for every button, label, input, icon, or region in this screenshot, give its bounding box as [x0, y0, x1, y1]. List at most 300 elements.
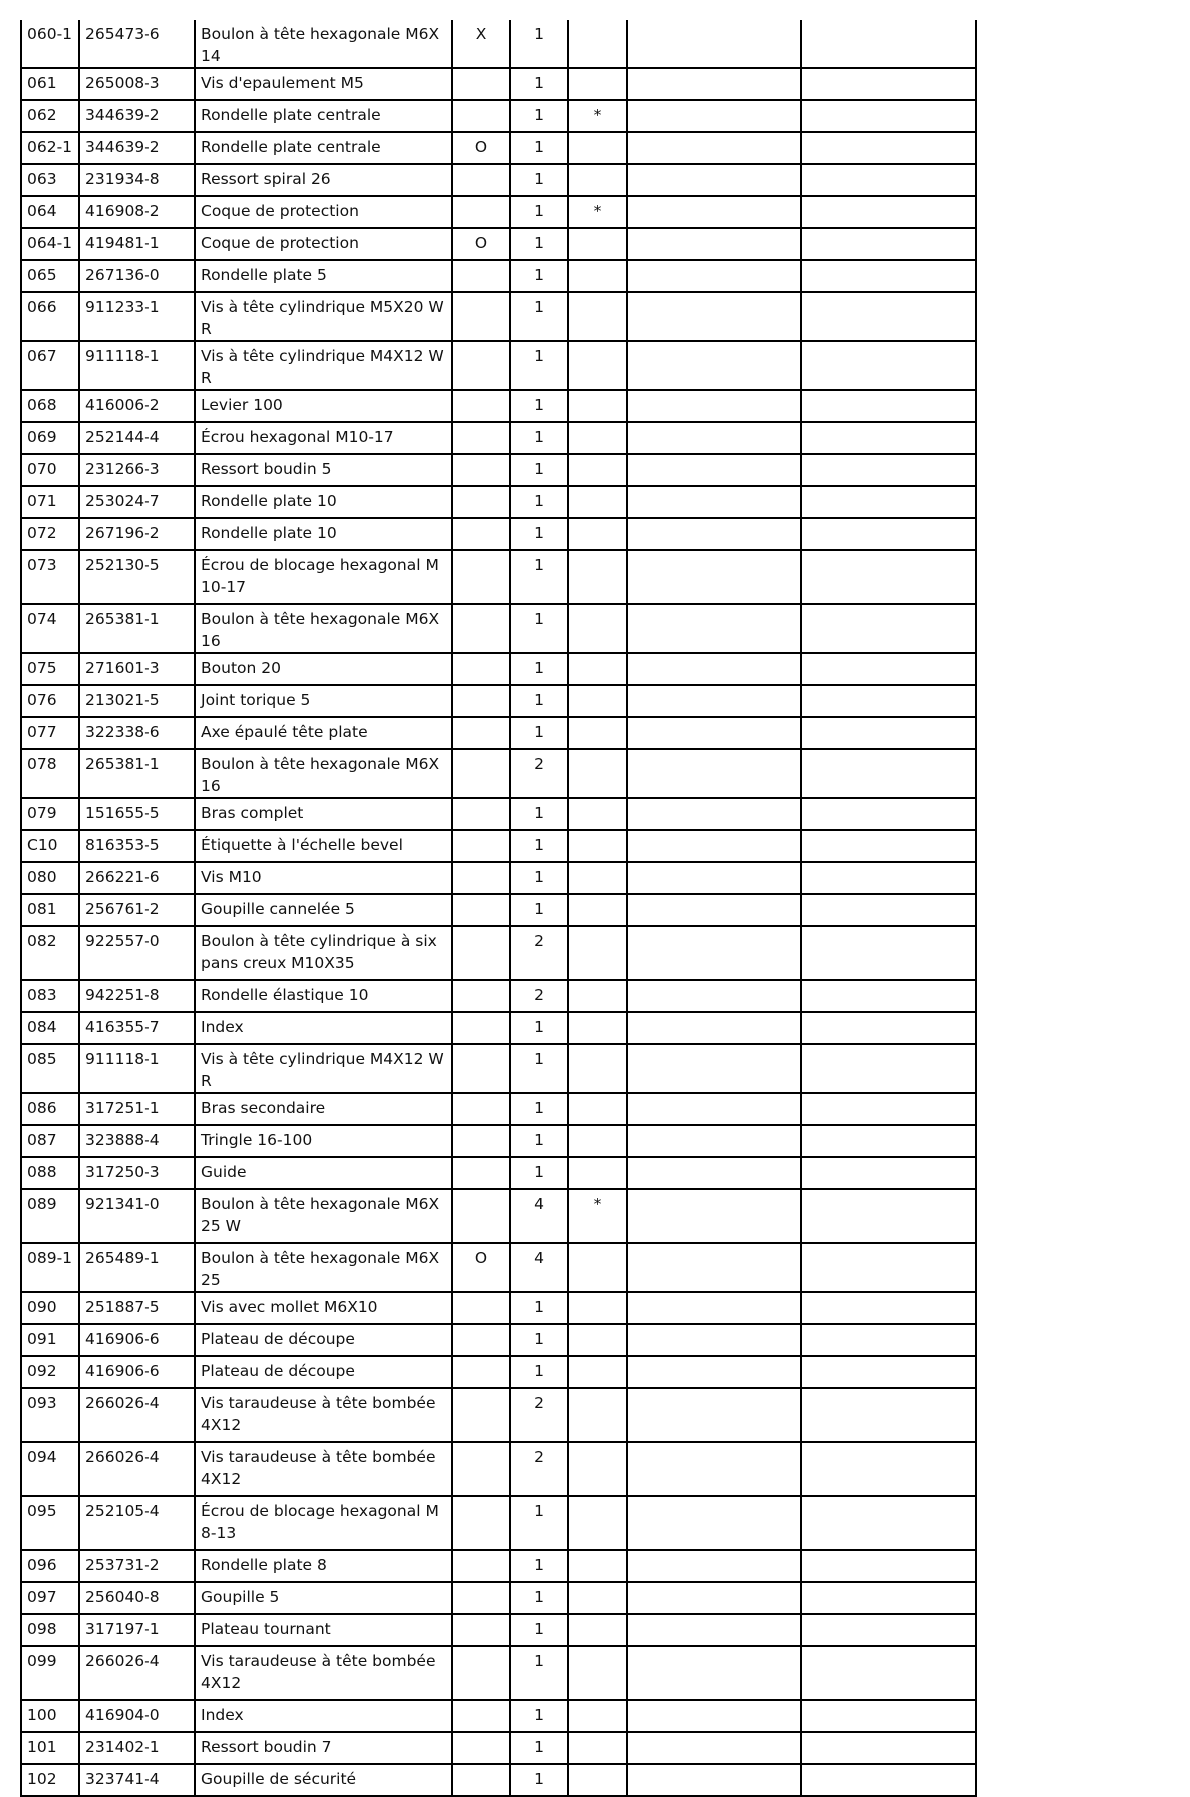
- part-no-cell: 267136-0: [79, 260, 195, 292]
- extra-cell-2: [801, 20, 976, 68]
- qty-cell: 1: [510, 341, 568, 390]
- note-cell: [568, 68, 627, 100]
- extra-cell-2: [801, 196, 976, 228]
- note-cell: [568, 1324, 627, 1356]
- part-no-cell: 266221-6: [79, 862, 195, 894]
- marker-cell: O: [452, 1243, 510, 1292]
- description-cell: Goupille cannelée 5: [195, 894, 452, 926]
- note-cell: [568, 1496, 627, 1550]
- part-no-cell: 323888-4: [79, 1125, 195, 1157]
- note-cell: [568, 550, 627, 604]
- qty-cell: 1: [510, 486, 568, 518]
- description-cell: Index: [195, 1012, 452, 1044]
- extra-cell-1: [627, 1243, 801, 1292]
- note-cell: [568, 260, 627, 292]
- marker-cell: [452, 862, 510, 894]
- note-cell: [568, 1582, 627, 1614]
- note-cell: [568, 1732, 627, 1764]
- qty-cell: 1: [510, 1292, 568, 1324]
- note-cell: [568, 1243, 627, 1292]
- marker-cell: [452, 1125, 510, 1157]
- extra-cell-1: [627, 653, 801, 685]
- note-cell: [568, 604, 627, 653]
- extra-cell-2: [801, 390, 976, 422]
- qty-cell: 1: [510, 68, 568, 100]
- qty-cell: 1: [510, 604, 568, 653]
- extra-cell-1: [627, 68, 801, 100]
- ref-no-cell: 074: [21, 604, 79, 653]
- part-no-cell: 322338-6: [79, 717, 195, 749]
- extra-cell-1: [627, 486, 801, 518]
- ref-no-cell: 069: [21, 422, 79, 454]
- table-row: [21, 422, 976, 454]
- qty-cell: 1: [510, 1764, 568, 1796]
- table-row: [21, 1093, 976, 1125]
- note-cell: [568, 1044, 627, 1093]
- table-row: [21, 1442, 976, 1496]
- extra-cell-1: [627, 518, 801, 550]
- part-no-cell: 256040-8: [79, 1582, 195, 1614]
- extra-cell-2: [801, 1292, 976, 1324]
- extra-cell-1: [627, 798, 801, 830]
- marker-cell: [452, 1044, 510, 1093]
- note-cell: [568, 1442, 627, 1496]
- description-cell: Plateau de découpe: [195, 1356, 452, 1388]
- extra-cell-2: [801, 1044, 976, 1093]
- marker-cell: [452, 292, 510, 341]
- note-cell: [568, 798, 627, 830]
- note-cell: [568, 1356, 627, 1388]
- extra-cell-2: [801, 454, 976, 486]
- description-cell: Vis taraudeuse à tête bombée 4X12: [195, 1388, 452, 1442]
- marker-cell: [452, 604, 510, 653]
- ref-no-cell: 087: [21, 1125, 79, 1157]
- note-cell: [568, 1125, 627, 1157]
- extra-cell-2: [801, 1550, 976, 1582]
- note-cell: [568, 1700, 627, 1732]
- ref-no-cell: 064: [21, 196, 79, 228]
- marker-cell: [452, 926, 510, 980]
- table-row: [21, 20, 976, 68]
- ref-no-cell: 097: [21, 1582, 79, 1614]
- note-cell: *: [568, 100, 627, 132]
- description-cell: Écrou hexagonal M10-17: [195, 422, 452, 454]
- extra-cell-1: [627, 862, 801, 894]
- extra-cell-2: [801, 1388, 976, 1442]
- table-row: [21, 132, 976, 164]
- marker-cell: [452, 830, 510, 862]
- qty-cell: 4: [510, 1189, 568, 1243]
- extra-cell-2: [801, 1614, 976, 1646]
- ref-no-cell: 071: [21, 486, 79, 518]
- note-cell: [568, 926, 627, 980]
- note-cell: [568, 486, 627, 518]
- extra-cell-2: [801, 604, 976, 653]
- description-cell: Rondelle plate 10: [195, 486, 452, 518]
- part-no-cell: 921341-0: [79, 1189, 195, 1243]
- ref-no-cell: 082: [21, 926, 79, 980]
- extra-cell-2: [801, 341, 976, 390]
- note-cell: [568, 749, 627, 798]
- part-no-cell: 416355-7: [79, 1012, 195, 1044]
- marker-cell: [452, 1550, 510, 1582]
- marker-cell: [452, 341, 510, 390]
- table-row: [21, 1324, 976, 1356]
- ref-no-cell: 096: [21, 1550, 79, 1582]
- description-cell: Boulon à tête hexagonale M6X14: [195, 20, 452, 68]
- marker-cell: [452, 1582, 510, 1614]
- table-row: [21, 1582, 976, 1614]
- extra-cell-1: [627, 1614, 801, 1646]
- qty-cell: 1: [510, 1157, 568, 1189]
- part-no-cell: 419481-1: [79, 228, 195, 260]
- note-cell: [568, 390, 627, 422]
- part-no-cell: 266026-4: [79, 1388, 195, 1442]
- part-no-cell: 266026-4: [79, 1646, 195, 1700]
- qty-cell: 2: [510, 926, 568, 980]
- part-no-cell: 265473-6: [79, 20, 195, 68]
- part-no-cell: 252130-5: [79, 550, 195, 604]
- marker-cell: [452, 749, 510, 798]
- ref-no-cell: 068: [21, 390, 79, 422]
- extra-cell-2: [801, 164, 976, 196]
- description-cell: Boulon à tête hexagonale M6X16: [195, 604, 452, 653]
- ref-no-cell: 095: [21, 1496, 79, 1550]
- description-cell: Axe épaulé tête plate: [195, 717, 452, 749]
- extra-cell-2: [801, 1764, 976, 1796]
- description-cell: Écrou de blocage hexagonal M10-17: [195, 550, 452, 604]
- qty-cell: 1: [510, 1700, 568, 1732]
- extra-cell-2: [801, 100, 976, 132]
- marker-cell: [452, 1292, 510, 1324]
- qty-cell: 1: [510, 653, 568, 685]
- qty-cell: 1: [510, 1093, 568, 1125]
- table-row: [21, 926, 976, 980]
- ref-no-cell: 084: [21, 1012, 79, 1044]
- extra-cell-1: [627, 292, 801, 341]
- note-cell: [568, 132, 627, 164]
- part-no-cell: 344639-2: [79, 132, 195, 164]
- extra-cell-1: [627, 894, 801, 926]
- marker-cell: X: [452, 20, 510, 68]
- qty-cell: 1: [510, 164, 568, 196]
- ref-no-cell: 094: [21, 1442, 79, 1496]
- description-cell: Joint torique 5: [195, 685, 452, 717]
- ref-no-cell: 067: [21, 341, 79, 390]
- marker-cell: O: [452, 228, 510, 260]
- marker-cell: [452, 1093, 510, 1125]
- description-cell: Ressort spiral 26: [195, 164, 452, 196]
- part-no-cell: 271601-3: [79, 653, 195, 685]
- extra-cell-2: [801, 422, 976, 454]
- note-cell: [568, 228, 627, 260]
- marker-cell: [452, 68, 510, 100]
- description-cell: Boulon à tête hexagonale M6X25: [195, 1243, 452, 1292]
- ref-no-cell: 091: [21, 1324, 79, 1356]
- extra-cell-1: [627, 228, 801, 260]
- extra-cell-1: [627, 20, 801, 68]
- table-row: [21, 1550, 976, 1582]
- note-cell: [568, 454, 627, 486]
- extra-cell-2: [801, 1189, 976, 1243]
- note-cell: [568, 1550, 627, 1582]
- table-row: [21, 604, 976, 653]
- description-cell: Bras secondaire: [195, 1093, 452, 1125]
- table-row: [21, 454, 976, 486]
- ref-no-cell: 077: [21, 717, 79, 749]
- table-row: [21, 1356, 976, 1388]
- marker-cell: [452, 1496, 510, 1550]
- extra-cell-1: [627, 1012, 801, 1044]
- marker-cell: [452, 550, 510, 604]
- extra-cell-1: [627, 1044, 801, 1093]
- part-no-cell: 252144-4: [79, 422, 195, 454]
- note-cell: [568, 164, 627, 196]
- part-no-cell: 231266-3: [79, 454, 195, 486]
- description-cell: Rondelle élastique 10: [195, 980, 452, 1012]
- qty-cell: 1: [510, 685, 568, 717]
- table-row: [21, 798, 976, 830]
- parts-list-body: [21, 20, 976, 1796]
- extra-cell-2: [801, 1442, 976, 1496]
- marker-cell: [452, 1614, 510, 1646]
- note-cell: *: [568, 1189, 627, 1243]
- description-cell: Coque de protection: [195, 196, 452, 228]
- note-cell: [568, 1012, 627, 1044]
- qty-cell: 1: [510, 292, 568, 341]
- extra-cell-1: [627, 1700, 801, 1732]
- marker-cell: [452, 518, 510, 550]
- part-no-cell: 213021-5: [79, 685, 195, 717]
- description-cell: Écrou de blocage hexagonal M8-13: [195, 1496, 452, 1550]
- extra-cell-1: [627, 1646, 801, 1700]
- description-cell: Bras complet: [195, 798, 452, 830]
- description-cell: Rondelle plate 8: [195, 1550, 452, 1582]
- marker-cell: [452, 1442, 510, 1496]
- extra-cell-2: [801, 1157, 976, 1189]
- extra-cell-1: [627, 685, 801, 717]
- extra-cell-1: [627, 604, 801, 653]
- table-row: [21, 1189, 976, 1243]
- marker-cell: [452, 100, 510, 132]
- marker-cell: [452, 980, 510, 1012]
- extra-cell-2: [801, 862, 976, 894]
- marker-cell: O: [452, 132, 510, 164]
- table-row: [21, 196, 976, 228]
- table-row: [21, 1764, 976, 1796]
- ref-no-cell: 083: [21, 980, 79, 1012]
- table-row: [21, 862, 976, 894]
- ref-no-cell: 060-1: [21, 20, 79, 68]
- marker-cell: [452, 1356, 510, 1388]
- qty-cell: 1: [510, 1012, 568, 1044]
- note-cell: [568, 518, 627, 550]
- description-cell: Étiquette à l'échelle bevel: [195, 830, 452, 862]
- table-row: [21, 1012, 976, 1044]
- table-row: [21, 1388, 976, 1442]
- extra-cell-1: [627, 1388, 801, 1442]
- description-cell: Vis d'epaulement M5: [195, 68, 452, 100]
- marker-cell: [452, 454, 510, 486]
- qty-cell: 2: [510, 980, 568, 1012]
- table-row: [21, 1646, 976, 1700]
- part-no-cell: 266026-4: [79, 1442, 195, 1496]
- qty-cell: 1: [510, 1732, 568, 1764]
- description-cell: Plateau tournant: [195, 1614, 452, 1646]
- part-no-cell: 416908-2: [79, 196, 195, 228]
- extra-cell-1: [627, 196, 801, 228]
- part-no-cell: 416006-2: [79, 390, 195, 422]
- description-cell: Vis taraudeuse à tête bombée 4X12: [195, 1646, 452, 1700]
- ref-no-cell: 093: [21, 1388, 79, 1442]
- ref-no-cell: 102: [21, 1764, 79, 1796]
- description-cell: Vis à tête cylindrique M4X12 WR: [195, 341, 452, 390]
- qty-cell: 1: [510, 260, 568, 292]
- extra-cell-1: [627, 717, 801, 749]
- extra-cell-2: [801, 1646, 976, 1700]
- description-cell: Rondelle plate centrale: [195, 100, 452, 132]
- extra-cell-2: [801, 1243, 976, 1292]
- description-cell: Ressort boudin 7: [195, 1732, 452, 1764]
- part-no-cell: 252105-4: [79, 1496, 195, 1550]
- table-row: [21, 486, 976, 518]
- description-cell: Boulon à tête hexagonale M6X25 W: [195, 1189, 452, 1243]
- part-no-cell: 265381-1: [79, 749, 195, 798]
- part-no-cell: 816353-5: [79, 830, 195, 862]
- description-cell: Rondelle plate centrale: [195, 132, 452, 164]
- marker-cell: [452, 1012, 510, 1044]
- note-cell: [568, 292, 627, 341]
- extra-cell-2: [801, 749, 976, 798]
- extra-cell-1: [627, 1093, 801, 1125]
- marker-cell: [452, 653, 510, 685]
- note-cell: [568, 422, 627, 454]
- extra-cell-1: [627, 1550, 801, 1582]
- table-row: [21, 390, 976, 422]
- table-row: [21, 1732, 976, 1764]
- qty-cell: 1: [510, 132, 568, 164]
- qty-cell: 1: [510, 1044, 568, 1093]
- ref-no-cell: 079: [21, 798, 79, 830]
- extra-cell-1: [627, 1442, 801, 1496]
- part-no-cell: 265008-3: [79, 68, 195, 100]
- table-row: [21, 1614, 976, 1646]
- table-row: [21, 894, 976, 926]
- extra-cell-1: [627, 164, 801, 196]
- ref-no-cell: 086: [21, 1093, 79, 1125]
- marker-cell: [452, 196, 510, 228]
- extra-cell-1: [627, 1764, 801, 1796]
- ref-no-cell: 100: [21, 1700, 79, 1732]
- qty-cell: 1: [510, 518, 568, 550]
- qty-cell: 1: [510, 196, 568, 228]
- table-row: [21, 68, 976, 100]
- extra-cell-2: [801, 1732, 976, 1764]
- extra-cell-2: [801, 1496, 976, 1550]
- note-cell: [568, 1764, 627, 1796]
- table-row: [21, 164, 976, 196]
- description-cell: Vis avec mollet M6X10: [195, 1292, 452, 1324]
- description-cell: Levier 100: [195, 390, 452, 422]
- table-row: [21, 1125, 976, 1157]
- table-row: [21, 260, 976, 292]
- ref-no-cell: 065: [21, 260, 79, 292]
- part-no-cell: 323741-4: [79, 1764, 195, 1796]
- part-no-cell: 317197-1: [79, 1614, 195, 1646]
- ref-no-cell: 064-1: [21, 228, 79, 260]
- extra-cell-1: [627, 1157, 801, 1189]
- extra-cell-1: [627, 1732, 801, 1764]
- table-row: [21, 980, 976, 1012]
- parts-list-table: [20, 20, 977, 1797]
- marker-cell: [452, 1324, 510, 1356]
- note-cell: [568, 685, 627, 717]
- extra-cell-1: [627, 749, 801, 798]
- table-row: [21, 1496, 976, 1550]
- extra-cell-1: [627, 1324, 801, 1356]
- ref-no-cell: 088: [21, 1157, 79, 1189]
- qty-cell: 1: [510, 20, 568, 68]
- extra-cell-1: [627, 980, 801, 1012]
- table-row: [21, 518, 976, 550]
- note-cell: [568, 862, 627, 894]
- ref-no-cell: 081: [21, 894, 79, 926]
- table-row: [21, 749, 976, 798]
- qty-cell: 1: [510, 422, 568, 454]
- table-row: [21, 1044, 976, 1093]
- table-row: [21, 653, 976, 685]
- marker-cell: [452, 1189, 510, 1243]
- description-cell: Tringle 16-100: [195, 1125, 452, 1157]
- extra-cell-2: [801, 830, 976, 862]
- description-cell: Guide: [195, 1157, 452, 1189]
- ref-no-cell: 076: [21, 685, 79, 717]
- extra-cell-2: [801, 717, 976, 749]
- part-no-cell: 922557-0: [79, 926, 195, 980]
- extra-cell-1: [627, 341, 801, 390]
- extra-cell-1: [627, 1356, 801, 1388]
- ref-no-cell: 098: [21, 1614, 79, 1646]
- extra-cell-2: [801, 292, 976, 341]
- ref-no-cell: 080: [21, 862, 79, 894]
- part-no-cell: 416906-6: [79, 1324, 195, 1356]
- table-row: [21, 1292, 976, 1324]
- part-no-cell: 911118-1: [79, 341, 195, 390]
- table-row: [21, 1700, 976, 1732]
- note-cell: [568, 980, 627, 1012]
- qty-cell: 1: [510, 228, 568, 260]
- extra-cell-1: [627, 830, 801, 862]
- ref-no-cell: 073: [21, 550, 79, 604]
- qty-cell: 1: [510, 1324, 568, 1356]
- note-cell: [568, 1646, 627, 1700]
- note-cell: [568, 653, 627, 685]
- ref-no-cell: 066: [21, 292, 79, 341]
- extra-cell-2: [801, 653, 976, 685]
- table-row: [21, 685, 976, 717]
- extra-cell-1: [627, 454, 801, 486]
- table-row: [21, 1157, 976, 1189]
- qty-cell: 1: [510, 798, 568, 830]
- extra-cell-1: [627, 422, 801, 454]
- extra-cell-2: [801, 1324, 976, 1356]
- part-no-cell: 151655-5: [79, 798, 195, 830]
- description-cell: Vis taraudeuse à tête bombée 4X12: [195, 1442, 452, 1496]
- qty-cell: 1: [510, 894, 568, 926]
- ref-no-cell: 089-1: [21, 1243, 79, 1292]
- note-cell: *: [568, 196, 627, 228]
- description-cell: Vis M10: [195, 862, 452, 894]
